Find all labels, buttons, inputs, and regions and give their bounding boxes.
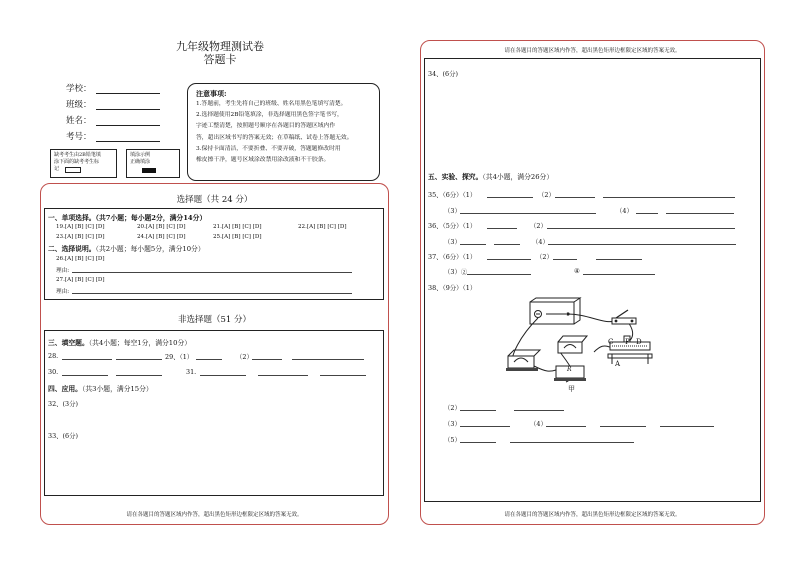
multi-choice-heading: 二、选择说明。（共2小题；每小题5分，满分10分）	[48, 245, 205, 253]
reason-label: 理由:	[56, 289, 70, 295]
right-answer-box	[424, 58, 761, 502]
fill-example-box: 填涂示例 正确填涂	[126, 149, 180, 178]
choice-q19[interactable]: 19.[A] [B] [C] [D]	[56, 224, 105, 230]
fig-label-r: R	[567, 366, 572, 373]
notice-item: 字迹工整清楚，按照题号顺序在各题目的答题区域内作	[196, 123, 336, 130]
figure-caption: 甲	[568, 385, 575, 393]
exam-title: 九年级物理测试卷	[176, 40, 264, 53]
q38-label: 38、（9分）（1）	[428, 284, 477, 292]
fig-label-p: P	[625, 338, 630, 346]
footer-note-right: 请在各题目的答题区域内作答，超出黑色矩形边框限定区域的答案无效。	[504, 512, 681, 518]
absent-checkbox[interactable]	[65, 167, 81, 173]
experiment-heading: 五、实验、探究。（共4小题，满分26分）	[428, 173, 554, 181]
notice-title: 注意事项:	[196, 89, 227, 98]
absent-mark-box: 缺考考生由2B铅笔填 涂下面的缺考考生标 记	[50, 149, 117, 178]
filled-example-mark	[142, 168, 156, 173]
choice-q26[interactable]: 26.[A] [B] [C] [D]	[56, 256, 105, 262]
footer-note-left: 请在各题目的答题区域内作答，超出黑色矩形边框限定区域的答案无效。	[126, 512, 303, 518]
notice-item: 2.选择题使用2B铅笔填涂，非选择题用黑色签字笔书写，	[196, 112, 343, 119]
ammeter-icon	[506, 350, 540, 371]
notice-item: 1.答题前，考生先将自己的班级、姓名用黑色笔填写清楚。	[196, 101, 347, 107]
fig-label-a: A	[615, 360, 621, 368]
choice-q22[interactable]: 22.[A] [B] [C] [D]	[298, 224, 347, 230]
q34-label: 34、(6分)	[428, 70, 458, 78]
school-field[interactable]: 学校：	[66, 82, 160, 94]
notice-item: 答，超出区域书写的答案无效；在草稿纸、试卷上答题无效。	[196, 134, 353, 141]
reason-label: 理由:	[56, 268, 70, 274]
header-note-right: 请在各题目的答题区域内作答，超出黑色矩形边框限定区域的答案无效。	[504, 48, 681, 54]
choice-q24[interactable]: 24.[A] [B] [C] [D]	[137, 234, 186, 240]
q31-label: 31.	[186, 368, 197, 376]
choice-q20[interactable]: 20.[A] [B] [C] [D]	[137, 224, 186, 230]
q29-label: 29、（1）	[165, 353, 194, 361]
switch-icon	[612, 310, 636, 324]
name-field[interactable]: 姓名：	[66, 114, 160, 126]
application-heading: 四、应用。（共3小题，满分15分）	[48, 385, 153, 393]
q33-label: 33、(6分)	[48, 432, 78, 440]
q30-label: 30.	[48, 368, 59, 376]
fill-heading: 三、填空题。（共4小题；每空1分，满分10分）	[48, 339, 192, 347]
answer-sheet-title: 答题卡	[203, 53, 237, 66]
choice-q21[interactable]: 21.[A] [B] [C] [D]	[213, 224, 262, 230]
choice-section-title: 选择题（共 24 分）	[176, 195, 253, 205]
q28-label: 28.	[48, 352, 59, 360]
nonchoice-box	[44, 330, 384, 496]
fig-label-c: C	[608, 338, 614, 346]
power-supply-icon	[530, 298, 580, 324]
notice-box	[187, 83, 380, 181]
q32-label: 32、(3分)	[48, 400, 78, 408]
q37-label: 37、（6分）（1）	[428, 253, 477, 261]
q36-label: 36、（5分）（1）	[428, 222, 477, 230]
notice-item: 橡皮擦干净，题号区域涂改禁用涂改液和不干胶条。	[196, 157, 330, 164]
q35-label: 35、（6分）（1）	[428, 191, 477, 199]
single-choice-heading: 一、单项选择。（共7小题；每小题2分，满分14分）	[48, 214, 207, 222]
notice-item: 3.保持卡面清洁，不要折叠、不要弄破，答题题修改时用	[196, 145, 341, 152]
fig-label-d: D	[636, 338, 642, 346]
choice-q23[interactable]: 23.[A] [B] [C] [D]	[56, 234, 105, 240]
nonchoice-section-title: 非选择题（51 分）	[177, 315, 252, 325]
choice-q25[interactable]: 25.[A] [B] [C] [D]	[213, 234, 262, 240]
exam-number-field[interactable]: 考号：	[66, 130, 160, 142]
voltmeter-icon	[558, 336, 587, 353]
class-field[interactable]: 班级：	[66, 98, 160, 110]
q29-part2-label: （2）	[236, 353, 253, 361]
choice-q27[interactable]: 27.[A] [B] [C] [D]	[56, 277, 105, 283]
